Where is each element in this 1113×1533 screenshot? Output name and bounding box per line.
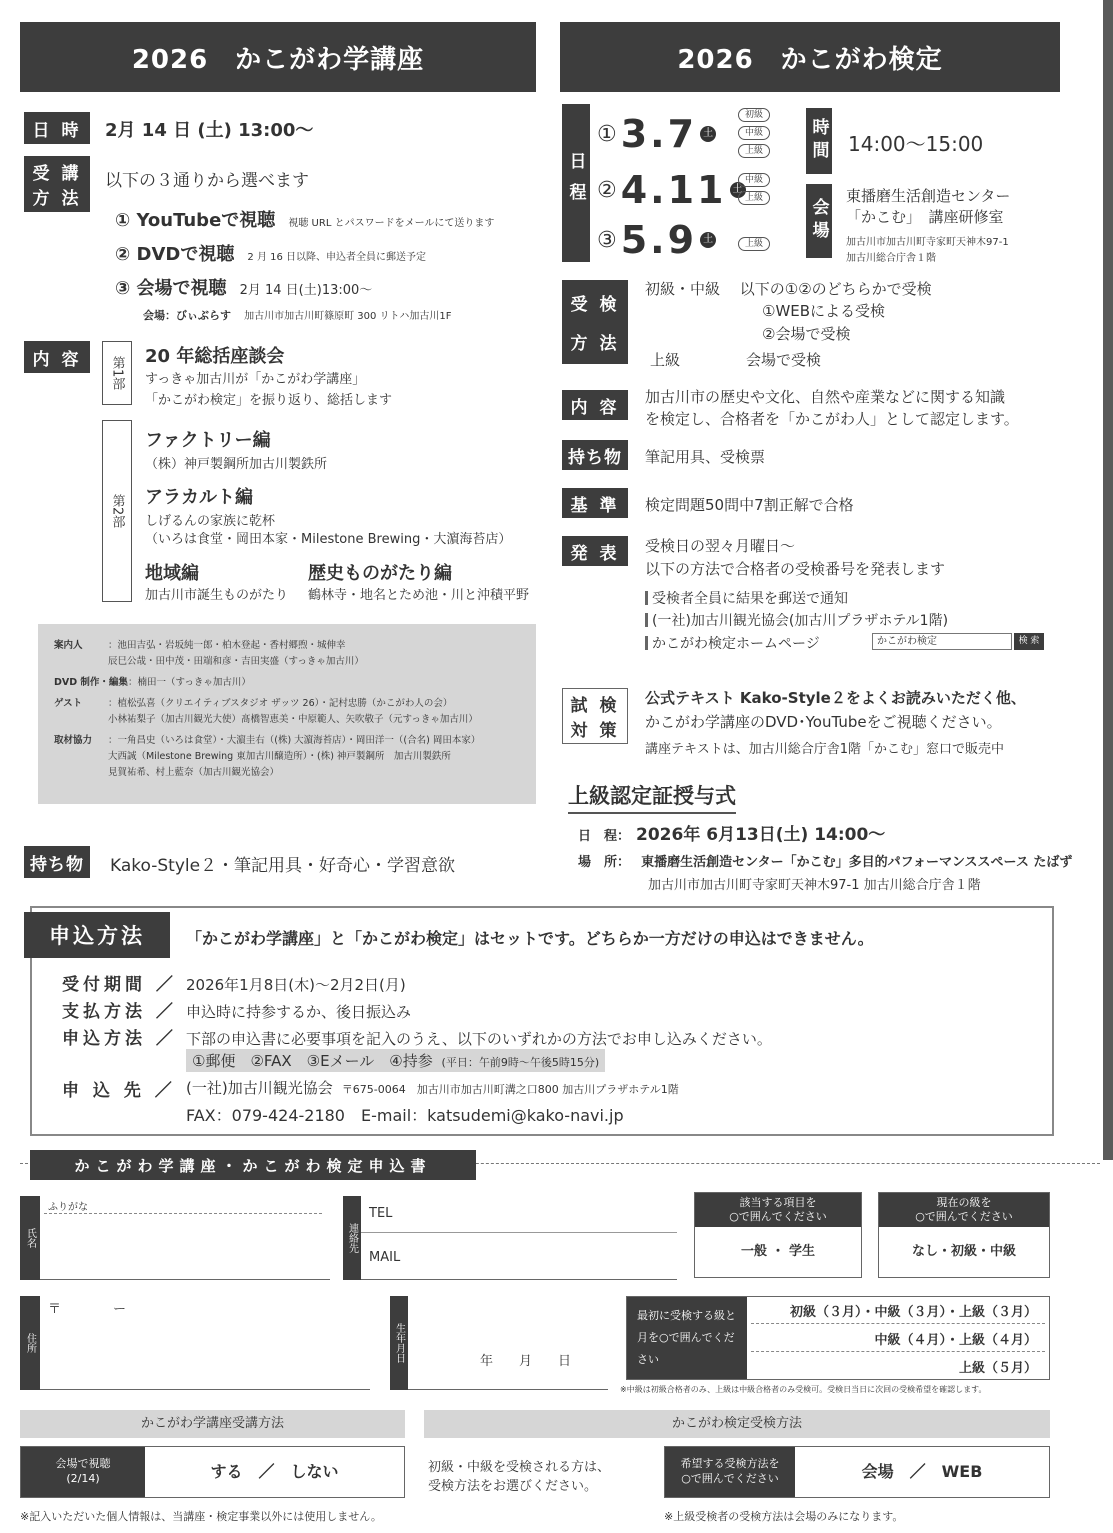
option-youtube-label: ① YouTubeで視聴 bbox=[115, 210, 276, 231]
cert-date-label: 日 程： bbox=[578, 829, 631, 844]
part1-box bbox=[102, 341, 132, 405]
lecture-method-options[interactable]: する ／ しない bbox=[210, 1462, 339, 1481]
venue-line bbox=[143, 304, 451, 323]
apply-row-key: 申込方法 ／ bbox=[62, 1029, 177, 1049]
lecture-date: 2月 14 日 (土) 13:00〜 bbox=[105, 120, 314, 141]
apply-methods bbox=[186, 1049, 605, 1072]
cert-date-row bbox=[578, 820, 885, 845]
credit-label: ゲスト bbox=[54, 698, 83, 709]
announce-line1: 受検日の翌々月曜日〜 bbox=[645, 537, 796, 555]
level-options[interactable]: なし・初級・中級 bbox=[911, 1244, 1016, 1259]
exam-method-advanced: 上級 bbox=[650, 351, 681, 369]
prep-line2: かこがわ学講座のDVD･YouTubeをご視聴ください。 bbox=[645, 713, 1002, 731]
cert-place-label: 場 所： bbox=[578, 855, 631, 870]
prep-tag-line2: 対 策 bbox=[570, 721, 620, 741]
credit-label: 案内人 bbox=[54, 640, 83, 651]
schedule-tag-text: 日程 bbox=[565, 152, 586, 214]
lecture-method-label: 会場で視聴 (2/14) bbox=[21, 1447, 145, 1497]
venue-tag bbox=[806, 184, 832, 258]
announce-bullet2-text: (一社)加古川観光協会(加古川プラザホテル1階) bbox=[652, 613, 949, 629]
standard-text: 検定問題50問中7割正解で合格 bbox=[645, 496, 854, 514]
form-title: かこがわ学講座・かこがわ検定申込書 bbox=[30, 1150, 476, 1180]
apply-dest-address: 〒675-0064 加古川市加古川町溝之口800 加古川プラザホテル1階 bbox=[341, 1083, 679, 1096]
exam-bring-text: 筆記用具、受検票 bbox=[645, 448, 766, 466]
exam-method-tag bbox=[562, 280, 628, 364]
option-venue-note: 2月 14 日(土)13:00〜 bbox=[239, 283, 373, 298]
prep-line1: 公式テキスト Kako-Style２をよくお読みいただく他、 bbox=[645, 689, 1026, 707]
option-dvd-note: 2 月 16 日以降、申込者全員に郵送予定 bbox=[247, 252, 427, 263]
option-venue bbox=[115, 274, 372, 300]
apply-dest-value: (一社)加古川観光協会 bbox=[186, 1079, 333, 1097]
option-youtube-note: 視聴 URL とパスワードをメールにて送ります bbox=[288, 218, 495, 229]
announce-bullet3-text: かこがわ検定ホームページ bbox=[652, 636, 820, 652]
credit-value: 小林祐梨子（加古川観光大使）髙橋智恵美・中原範人、矢吹敬子（元すっきゃ加古川） bbox=[108, 714, 478, 725]
category-options[interactable]: 一般 ・ 学生 bbox=[740, 1244, 816, 1259]
apply-rows bbox=[62, 970, 772, 1051]
alacarte-desc1: しげるんの家族に乾杯 bbox=[145, 514, 276, 529]
method-tag bbox=[24, 156, 90, 212]
apply-row-value: 2026年1月8日(木)〜2月2日(月) bbox=[186, 976, 406, 994]
level-pill: 上級 bbox=[738, 237, 770, 251]
venue-name2: 「かこむ」 講座研修室 bbox=[846, 208, 1004, 226]
alacarte-desc2: （いろは食堂・岡田本家・Milestone Brewing・大濵海苔店） bbox=[145, 532, 512, 547]
venue-addr1: 加古川市加古川町寺家町天神木97-1 bbox=[846, 237, 1009, 248]
exam-method-text2: 受検方法をお選びください。 bbox=[428, 1479, 598, 1494]
lecture-header: 2026 かこがわ学講座 bbox=[20, 22, 536, 92]
part1-title: 20 年総括座談会 bbox=[145, 346, 285, 367]
date1: 3.7 bbox=[620, 112, 698, 156]
furigana-label: ふりがな bbox=[48, 1202, 88, 1213]
option-venue-label: ③ 会場で視聴 bbox=[115, 278, 227, 299]
part1-desc2: 「かこがわ検定」を振り返り、総括します bbox=[145, 393, 393, 408]
venue-address: 加古川市加古川町篠原町 300 リトハ加古川1F bbox=[244, 311, 452, 322]
credit-label bbox=[54, 712, 108, 728]
apply-methods-text: ①郵便 ②FAX ③Eメール ④持参 bbox=[192, 1052, 433, 1070]
exam-content-tag: 内 容 bbox=[562, 390, 628, 420]
mail-label: MAIL bbox=[369, 1250, 401, 1265]
category-box bbox=[694, 1192, 862, 1278]
lecture-method-head: かこがわ学講座受講方法 bbox=[20, 1410, 405, 1438]
region-desc: 加古川市誕生ものがたり bbox=[145, 588, 289, 603]
date1-levels bbox=[738, 108, 770, 158]
address-tag-text: 住所 bbox=[24, 1333, 36, 1353]
apply-row bbox=[62, 970, 772, 997]
bullet-bar bbox=[645, 591, 648, 605]
tel-divider bbox=[361, 1232, 677, 1233]
contact-tag-text: 連絡先 bbox=[346, 1223, 358, 1253]
exam-method-line2: ①WEBによる受検 bbox=[762, 302, 886, 320]
region-title: 地域編 bbox=[145, 563, 199, 584]
date2-sat: 土 bbox=[730, 182, 746, 198]
first-exam-opt1[interactable]: 初級（３月）・中級（３月）・上級（３月） bbox=[789, 1305, 1037, 1320]
prep-tag bbox=[562, 688, 628, 744]
date2: 4.11 bbox=[620, 168, 727, 212]
history-title: 歴史ものがたり編 bbox=[308, 563, 452, 584]
exam-content1: 加古川市の歴史や文化、自然や産業などに関する知識 bbox=[645, 388, 1006, 406]
credits-box bbox=[38, 624, 536, 804]
factory-title: ファクトリー編 bbox=[145, 430, 271, 451]
exam-method-advanced-val: 会場で受検 bbox=[746, 351, 822, 369]
credit-label bbox=[54, 765, 108, 781]
lecture-method-box bbox=[20, 1446, 405, 1498]
announce-line2: 以下の方法で合格者の受検番号を発表します bbox=[645, 560, 946, 578]
exam-method-line3: ②会場で受検 bbox=[762, 325, 851, 343]
prep-tag-line1: 試 検 bbox=[570, 696, 620, 716]
credit-row bbox=[54, 696, 526, 712]
apply-row-key: 受付期間 ／ bbox=[62, 975, 177, 995]
first-exam-note: ※中級は初級合格者のみ、上級は中級合格者のみ受検可。受検日当日に次回の受検希望を確認します。 bbox=[620, 1385, 987, 1394]
search-button[interactable]: 検 索 bbox=[1014, 633, 1044, 650]
right-edge-bar bbox=[1103, 0, 1113, 1160]
level-pill: 中級 bbox=[738, 173, 770, 187]
option-youtube bbox=[115, 206, 494, 232]
date1-num: ① bbox=[597, 121, 617, 147]
address-tag bbox=[20, 1296, 40, 1390]
apply-dest-key-text: 申 込 先 bbox=[62, 1081, 145, 1101]
credit-row bbox=[54, 654, 526, 670]
category-head: 該当する項目を ○で囲んでください bbox=[695, 1193, 861, 1227]
level-pill: 初級 bbox=[738, 108, 770, 122]
apply-tag: 申込方法 bbox=[24, 912, 170, 958]
venue-label: 会場：びぃぶらす bbox=[143, 309, 231, 322]
date3: 5.9 bbox=[620, 218, 698, 262]
credit-label bbox=[54, 654, 108, 670]
first-exam-box bbox=[626, 1296, 1050, 1380]
part2-label: 第2部 bbox=[109, 493, 125, 529]
credit-value: 辰巳公哉・田中茂・田端和彦・吉田実盛（すっきゃ加古川） bbox=[108, 656, 364, 667]
exam-method-tag-line2: 方 法 bbox=[570, 334, 620, 354]
apply-row bbox=[62, 997, 772, 1024]
name-tag bbox=[20, 1196, 40, 1280]
date3-num: ③ bbox=[597, 227, 617, 253]
part1-label: 第1部 bbox=[109, 355, 125, 391]
bullet-bar bbox=[645, 636, 648, 650]
announce-bullet2 bbox=[645, 610, 948, 630]
exam-method-tag-line1: 受 検 bbox=[570, 295, 620, 315]
apply-methods-note: (平日：午前9時〜午後5時15分) bbox=[441, 1056, 600, 1069]
apply-contact: FAX：079-424-2180 E-mail：katsudemi@kako-navi.jp bbox=[186, 1106, 624, 1125]
credit-value: ：楠田一（すっきゃ加古川） bbox=[127, 677, 251, 688]
birth-tag-text: 生年月日 bbox=[393, 1323, 405, 1363]
exam-method-head: かこがわ検定受検方法 bbox=[424, 1410, 1050, 1438]
announce-bullet1 bbox=[645, 588, 848, 608]
apply-row-value: 下部の申込書に必要事項を記入のうえ、以下のいずれかの方法でお申し込みください。 bbox=[186, 1030, 772, 1048]
postal-label: 〒 ー bbox=[48, 1302, 127, 1317]
exam-method-options[interactable]: 会場 ／ WEB bbox=[861, 1462, 983, 1481]
apply-row bbox=[62, 1024, 772, 1051]
cert-place-row bbox=[578, 851, 1072, 870]
level-pill: 上級 bbox=[738, 191, 770, 205]
schedule-date-2 bbox=[597, 168, 746, 212]
exam-method-label: 希望する受検方法を ○で囲んでください bbox=[665, 1447, 795, 1497]
credit-label: 取材協力 bbox=[54, 735, 93, 746]
cert-title: 上級認定証授与式 bbox=[568, 780, 736, 814]
credit-row bbox=[54, 675, 526, 691]
address-field[interactable] bbox=[40, 1296, 370, 1390]
bring-tag: 持ち物 bbox=[24, 846, 90, 878]
credit-value: ：池田吉弘・岩坂純一郎・柏木登起・香村郷喣・城伸幸 bbox=[108, 640, 346, 651]
credit-label bbox=[54, 749, 108, 765]
name-field[interactable] bbox=[40, 1196, 330, 1280]
apply-row-key: 支払方法 ／ bbox=[62, 1002, 177, 1022]
contact-tag bbox=[343, 1196, 361, 1280]
date-tag: 日 時 bbox=[24, 112, 90, 144]
prep-line3: 講座テキストは、加古川総合庁舎1階「かこむ」窓口で販売中 bbox=[645, 742, 1005, 757]
announce-tag: 発 表 bbox=[562, 536, 628, 566]
method-intro: 以下の３通りから選べます bbox=[105, 171, 309, 191]
footer-note-right: ※上級受検者の受検方法は会場のみになります。 bbox=[664, 1510, 904, 1523]
option-dvd bbox=[115, 240, 426, 266]
first-exam-head: 最初に受検する級と月を○で囲んでください bbox=[627, 1297, 747, 1379]
level-pill: 中級 bbox=[738, 126, 770, 140]
part2-box bbox=[102, 420, 132, 602]
venue-name1: 東播磨生活創造センター bbox=[846, 187, 1011, 205]
history-desc: 鶴林寺・地名とため池・川と沖積平野 bbox=[308, 588, 530, 603]
name-tag-text: 氏名 bbox=[24, 1228, 36, 1248]
credit-row bbox=[54, 638, 526, 654]
schedule-date-3 bbox=[597, 218, 716, 262]
level-pill: 上級 bbox=[738, 144, 770, 158]
level-head: 現在の級を ○で囲んでください bbox=[879, 1193, 1049, 1227]
exam-method-text1: 初級・中級を受検される方は、 bbox=[428, 1460, 611, 1475]
credits-list bbox=[54, 638, 526, 781]
credit-value: ：一角昌史（いろは食堂）・大濵圭右（(株) 大濵海苔店）・岡田洋一（(合名) 岡田本家） bbox=[108, 735, 481, 746]
credit-row bbox=[54, 749, 526, 765]
search-input[interactable]: かこがわ検定 bbox=[872, 633, 1012, 650]
first-exam-divider bbox=[751, 1351, 1045, 1352]
footer-note-left: ※記入いただいた個人情報は、当講座・検定事業以外には使用しません。 bbox=[20, 1510, 382, 1523]
time-text: 14:00〜15:00 bbox=[848, 132, 984, 156]
apply-row-value: 申込時に持参するか、後日振込み bbox=[186, 1003, 412, 1021]
part1-desc1: すっきゃ加古川が「かこがわ学講座」 bbox=[145, 372, 366, 387]
exam-content2: を検定し、合格者を「かこがわ人」として認定します。 bbox=[645, 410, 1019, 428]
schedule-date-1 bbox=[597, 112, 716, 156]
birth-tag bbox=[390, 1296, 408, 1390]
announce-bullet3 bbox=[645, 633, 820, 653]
credit-row bbox=[54, 733, 526, 749]
exam-header: 2026 かこがわ検定 bbox=[560, 22, 1060, 92]
apply-headline: 「かこがわ学講座」と「かこがわ検定」はセットです。どちらか一方だけの申込はできません。 bbox=[186, 929, 874, 948]
date3-sat: 土 bbox=[700, 232, 716, 248]
date3-levels bbox=[738, 231, 770, 251]
birth-placeholder: 年 月 日 bbox=[480, 1354, 572, 1369]
time-tag bbox=[806, 108, 832, 174]
option-dvd-label: ② DVDで視聴 bbox=[115, 244, 235, 265]
method-tag-line1: 受 講 bbox=[32, 164, 82, 184]
cert-date: 2026年 6月13日(土) 14:00〜 bbox=[636, 825, 886, 845]
credit-value: ：植松弘喜（クリエイティブスタジオ ザッツ 26）・記村忠勝（かこがわ人の会） bbox=[108, 698, 453, 709]
first-exam-divider bbox=[751, 1323, 1045, 1324]
credit-value: 大西誠（Milestone Brewing 東加古川醸造所）・(株) 神戸製鋼所 加古川製鉄所 bbox=[108, 751, 451, 762]
credit-row bbox=[54, 712, 526, 728]
cert-place1: 東播磨生活創造センター「かこむ」多目的パフォーマンススペース たばず bbox=[641, 855, 1073, 870]
content-tag: 内 容 bbox=[24, 341, 90, 373]
first-exam-opt2[interactable]: 中級（４月）・上級（４月） bbox=[874, 1333, 1037, 1348]
factory-desc: （株）神戸製鋼所加古川製鉄所 bbox=[145, 457, 328, 472]
exam-method-line1: 初級・中級 以下の①②のどちらかで受検 bbox=[645, 280, 932, 298]
cert-place2: 加古川市加古川町寺家町天神木97-1 加古川総合庁舎１階 bbox=[648, 878, 981, 893]
exam-bring-tag: 持ち物 bbox=[562, 440, 628, 470]
birth-field[interactable] bbox=[408, 1296, 608, 1390]
apply-dest-key: 申 込 先 ／ bbox=[62, 1081, 176, 1101]
alacarte-title: アラカルト編 bbox=[145, 487, 253, 508]
tel-label: TEL bbox=[369, 1206, 393, 1221]
time-tag-text: 時間 bbox=[808, 118, 829, 164]
method-tag-line2: 方 法 bbox=[32, 189, 82, 209]
schedule-tag bbox=[562, 104, 590, 262]
first-exam-opt3[interactable]: 上級（５月） bbox=[958, 1361, 1037, 1376]
announce-bullet1-text: 受検者全員に結果を郵送で通知 bbox=[652, 591, 848, 607]
credit-value: 見賀祐希、村上藍奈（加古川観光協会） bbox=[108, 767, 280, 778]
level-box bbox=[878, 1192, 1050, 1278]
bring-text: Kako-Style２・筆記用具・好奇心・学習意欲 bbox=[110, 856, 456, 876]
apply-dest bbox=[186, 1077, 679, 1098]
credit-row bbox=[54, 765, 526, 781]
contact-field[interactable] bbox=[361, 1196, 677, 1280]
exam-method-box bbox=[664, 1446, 1050, 1498]
venue-addr2: 加古川総合庁舎１階 bbox=[846, 253, 936, 264]
furigana-divider bbox=[44, 1213, 322, 1214]
credit-label: DVD 制作・編集 bbox=[54, 677, 128, 688]
venue-tag-text: 会場 bbox=[808, 198, 829, 244]
date2-num: ② bbox=[597, 177, 617, 203]
date2-levels bbox=[738, 173, 770, 205]
bullet-bar bbox=[645, 613, 648, 627]
date1-sat: 土 bbox=[700, 126, 716, 142]
standard-tag: 基 準 bbox=[562, 488, 628, 518]
